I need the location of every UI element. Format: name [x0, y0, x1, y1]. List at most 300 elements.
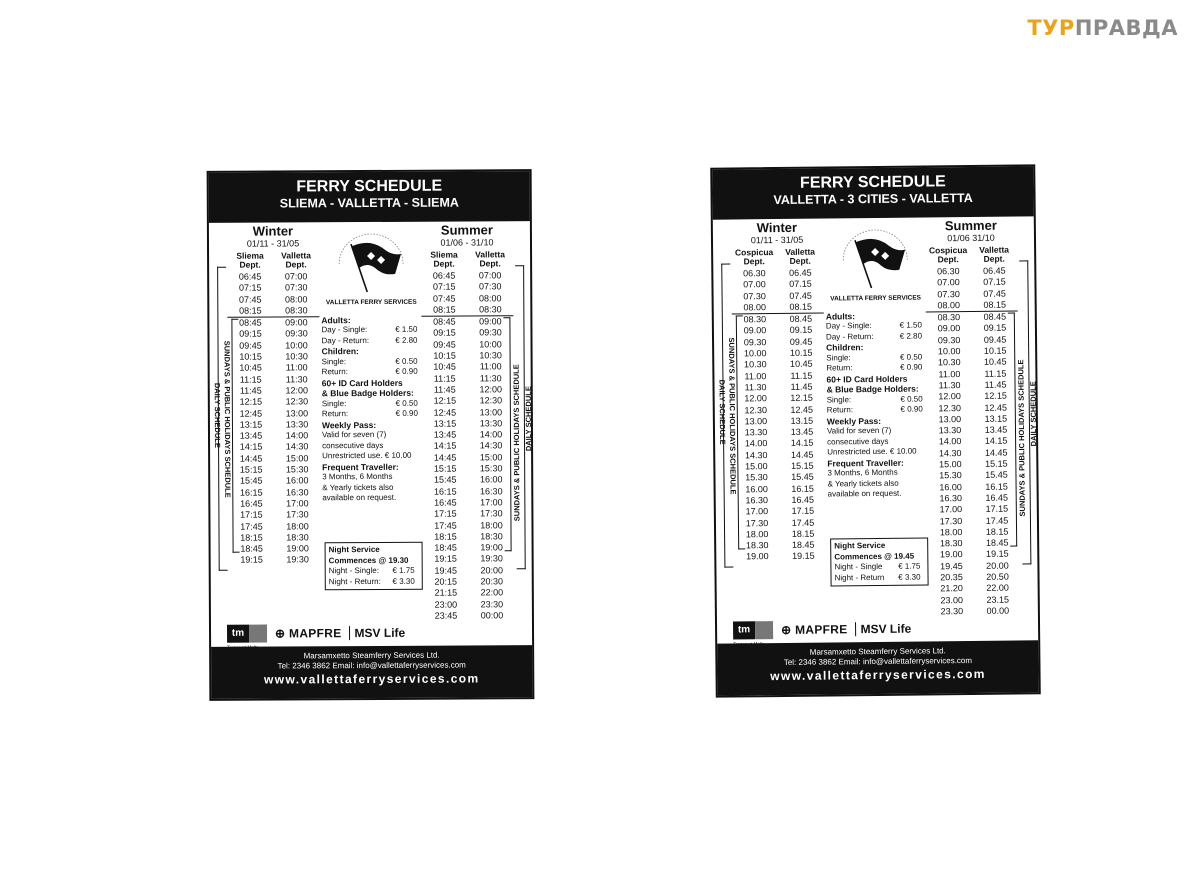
summer-departure-a: 15:45	[433, 474, 457, 486]
winter-time-row	[227, 283, 319, 295]
summer-departure-a: 19.00	[939, 549, 963, 560]
summer-departure-b: 09.15	[983, 323, 1007, 334]
summer-time-row	[928, 481, 1020, 493]
summer-time-row	[928, 492, 1020, 504]
winter-time-row	[733, 427, 825, 439]
summer-departure-a: 12:15	[433, 395, 457, 406]
summer-departure-a: 18:15	[434, 531, 457, 542]
winter-time-row	[227, 271, 319, 283]
winter-time-row	[732, 348, 824, 360]
summer-departure-a: 11:45	[433, 384, 456, 395]
operator-name: VALLETTA FERRY SERVICES	[830, 294, 922, 303]
summer-time-row	[422, 384, 514, 396]
summer-departure-a: 20:15	[434, 576, 458, 587]
winter-departure-a: 09.30	[743, 336, 767, 348]
winter-departure-a: 08:15	[239, 305, 262, 316]
summer-departure-b: 17:00	[480, 497, 503, 508]
winter-departure-b: 13:00	[285, 407, 309, 419]
winter-column-headers	[731, 248, 823, 267]
night-service-box	[830, 537, 928, 586]
day-return-label: Day - Return:	[825, 331, 874, 342]
winter-departure-a: 11.00	[744, 370, 767, 382]
winter-departure-b: 10:30	[285, 351, 308, 362]
winter-departure-b: 07.15	[789, 278, 812, 290]
winter-time-row	[733, 404, 825, 416]
weekly-pass-heading: Weekly Pass:	[826, 415, 882, 427]
winter-departure-b: 13.45	[790, 426, 814, 438]
summer-time-row	[927, 425, 1019, 437]
senior-heading-2: & Blue Badge Holders:	[321, 387, 414, 399]
winter-departure-b: 16.45	[791, 494, 815, 505]
winter-departure-a: 18.30	[745, 540, 769, 551]
card-body	[209, 221, 534, 621]
children-return-label: Return:	[321, 367, 348, 377]
watermark-part2: ПРАВДА	[1074, 16, 1178, 40]
winter-departure-a: 17.00	[745, 506, 769, 517]
summer-time-row	[423, 599, 515, 611]
frequent-line-2: & Yearly tickets also	[827, 478, 899, 489]
summer-column	[925, 217, 1021, 618]
summer-departure-a: 15:15	[433, 463, 457, 474]
summer-departure-b: 13.45	[984, 424, 1008, 436]
frequent-line-2: & Yearly tickets also	[322, 482, 394, 492]
summer-time-row	[926, 357, 1018, 369]
winter-departure-a: 07:15	[238, 282, 262, 293]
card-header	[712, 166, 1034, 219]
winter-departure-b: 10:00	[285, 340, 308, 351]
summer-departure-a: 15.30	[939, 470, 962, 481]
winter-departure-a: 12:45	[239, 408, 263, 419]
tm-grey-block	[755, 621, 773, 639]
night-return-price: € 3.30	[392, 576, 415, 586]
day-single-label: Day - Single:	[825, 321, 872, 331]
summer-departure-b: 07:30	[478, 281, 502, 292]
summer-departure-a: 09.00	[937, 323, 961, 334]
winter-departure-a: 09.00	[743, 325, 767, 336]
summer-time-row	[928, 504, 1020, 516]
summer-time-row	[926, 334, 1018, 346]
summer-time-row	[927, 413, 1019, 425]
summer-departure-b: 10.15	[983, 345, 1007, 356]
contact-info: Tel: 2346 3862 Email: info@vallettaferryservices.com	[277, 660, 466, 671]
summer-departure-a: 11.30	[938, 380, 961, 391]
winter-departure-a: 08.00	[743, 302, 767, 313]
summer-time-row	[926, 368, 1018, 380]
winter-time-row	[732, 313, 824, 326]
watermark-part1: ТУР	[1027, 16, 1075, 40]
tm-mark: tm	[733, 621, 755, 639]
winter-season-label: Winter	[252, 223, 294, 239]
summer-departure-a: 23:00	[434, 599, 458, 610]
night-return-label: Night - Return:	[328, 576, 381, 586]
winter-dates: 01/11 - 31/05	[750, 234, 804, 246]
winter-departure-b: 17:30	[286, 509, 309, 520]
summer-sunday-bracket	[503, 317, 511, 551]
winter-departure-a: 19:15	[240, 554, 263, 566]
summer-departure-b: 15.15	[985, 458, 1008, 469]
winter-time-row	[228, 430, 320, 442]
winter-departure-a: 16.00	[745, 483, 768, 495]
summer-time-row	[927, 470, 1019, 482]
winter-time-row	[227, 305, 319, 317]
summer-time-row	[422, 407, 514, 419]
summer-time-row	[422, 497, 514, 509]
contact-info: Tel: 2346 3862 Email: info@vallettaferryservices.com	[783, 656, 973, 667]
card-header	[209, 171, 530, 223]
summer-departure-b: 22.00	[986, 582, 1009, 594]
msv-life-logo: MSV Life	[349, 626, 405, 640]
winter-col-b-header: Valletta Dept.	[281, 250, 311, 270]
website-url: www.vallettaferryservices.com	[263, 671, 480, 687]
summer-departure-a: 16.30	[939, 493, 963, 504]
night-service-title-2: Commences @ 19.45	[834, 551, 915, 561]
winter-sundays-label: SUNDAYS & PUBLIC HOLIDAYS SCHEDULE	[727, 337, 738, 495]
summer-column-headers	[925, 246, 1017, 265]
winter-departure-b: 19:00	[286, 543, 309, 554]
summer-departure-a: 08.30	[937, 312, 961, 323]
msv-life-logo: MSV Life	[855, 622, 911, 637]
summer-departure-a: 19:45	[434, 565, 458, 576]
winter-departure-a: 18:15	[240, 532, 263, 543]
winter-departure-a: 11:45	[239, 385, 262, 396]
winter-time-row	[228, 397, 320, 409]
summer-departure-b: 16:00	[479, 474, 503, 485]
winter-departure-a: 06.30	[743, 268, 766, 279]
transport-malta-logo	[733, 621, 773, 639]
summer-departure-a: 07:45	[432, 293, 456, 304]
summer-departure-a: 12.30	[938, 402, 962, 413]
frequent-traveller-heading: Frequent Traveller:	[827, 457, 904, 469]
summer-departure-b: 14:00	[479, 429, 503, 440]
winter-departure-a: 07.00	[743, 279, 766, 290]
night-single-label: Night - Single	[834, 561, 883, 572]
winter-departure-a: 19.00	[745, 551, 769, 562]
winter-time-row	[732, 382, 824, 394]
children-return-label: Return:	[826, 363, 853, 373]
summer-time-row	[421, 270, 513, 282]
senior-heading-2: & Blue Badge Holders:	[826, 383, 919, 395]
senior-single-label: Single:	[321, 398, 347, 408]
night-single-label: Night - Single:	[328, 565, 379, 576]
summer-time-row	[423, 610, 515, 622]
summer-departure-b: 12.45	[984, 402, 1008, 413]
summer-departure-b: 08:00	[478, 292, 502, 304]
winter-departure-b: 16:00	[285, 475, 309, 486]
summer-departure-a: 23:45	[434, 610, 458, 621]
summer-time-row	[926, 299, 1018, 311]
winter-departure-b: 08:30	[285, 305, 308, 316]
summer-departure-b: 19.15	[985, 549, 1009, 560]
winter-departure-a: 10:45	[239, 362, 262, 374]
fares-panel	[321, 222, 422, 504]
winter-dates: 01/11 - 31/05	[246, 238, 300, 249]
summer-time-row	[927, 402, 1019, 414]
winter-departure-a: 14:45	[239, 453, 263, 464]
summer-departure-b: 11:00	[479, 361, 502, 372]
weekly-pass-heading: Weekly Pass:	[321, 419, 377, 430]
winter-departure-a: 07.30	[743, 290, 766, 301]
winter-departure-b: 07:30	[284, 282, 308, 293]
winter-time-row	[228, 419, 320, 431]
summer-departure-b: 20:00	[480, 565, 504, 576]
summer-departure-b: 06.45	[983, 265, 1006, 276]
summer-departure-a: 06.30	[937, 266, 960, 277]
winter-sundays-label: SUNDAYS & PUBLIC HOLIDAYS SCHEDULE	[222, 340, 233, 498]
summer-departure-b: 14:30	[479, 440, 503, 451]
winter-time-row	[228, 464, 320, 476]
winter-time-row	[228, 509, 320, 521]
summer-timetable	[421, 270, 515, 622]
winter-departure-b: 19:30	[286, 554, 309, 565]
winter-time-row	[228, 487, 320, 499]
winter-time-row	[732, 301, 824, 313]
summer-season-label: Summer	[440, 222, 493, 238]
winter-departure-b: 12.45	[790, 404, 814, 415]
senior-return-label: Return:	[826, 405, 854, 415]
day-return-price: € 2.80	[899, 331, 923, 341]
winter-departure-b: 09:00	[285, 317, 308, 328]
summer-departure-b: 18:30	[480, 531, 503, 542]
summer-time-row	[925, 277, 1017, 289]
winter-departure-b: 07.45	[789, 290, 812, 301]
card-route: VALLETTA - 3 CITIES - VALLETTA	[773, 190, 973, 208]
winter-time-row	[733, 461, 825, 473]
senior-return-price: € 0.90	[900, 404, 923, 414]
frequent-line-3: available on request.	[827, 488, 902, 499]
winter-time-row	[733, 472, 825, 484]
website-url: www.vallettaferryservices.com	[770, 666, 986, 684]
summer-departure-b: 09:00	[479, 316, 502, 327]
summer-daily-label: DAILY SCHEDULE	[523, 386, 534, 452]
summer-departure-b: 17.45	[985, 515, 1009, 526]
sponsor-logos	[227, 623, 520, 643]
summer-departure-b: 10:30	[479, 350, 502, 361]
winter-time-row	[228, 476, 320, 488]
winter-departure-a: 18.00	[745, 528, 769, 540]
summer-time-row	[421, 328, 513, 340]
card-route: SLIEMA - VALLETTA - SLIEMA	[279, 195, 459, 211]
summer-time-row	[927, 459, 1019, 471]
summer-time-row	[422, 373, 514, 385]
summer-time-row	[423, 576, 515, 588]
winter-departure-a: 17:45	[240, 521, 263, 532]
winter-time-row	[732, 359, 824, 371]
senior-single-label: Single:	[826, 394, 852, 405]
winter-departure-b: 12.15	[790, 392, 813, 404]
winter-departure-b: 08.45	[789, 313, 813, 325]
summer-departure-b: 07.45	[983, 288, 1006, 299]
summer-departure-b: 19:00	[480, 542, 503, 553]
frequent-line-1: 3 Months, 6 Months	[322, 471, 393, 482]
winter-time-row	[734, 540, 826, 552]
senior-single-price: € 0.50	[900, 394, 923, 404]
summer-departure-a: 13:15	[433, 418, 457, 429]
winter-departure-a: 11:15	[239, 374, 262, 385]
winter-time-row	[229, 532, 321, 544]
day-single-label: Day - Single:	[321, 325, 368, 335]
summer-departure-a: 20.35	[940, 572, 963, 583]
night-single-price: € 1.75	[898, 561, 921, 571]
winter-sunday-bracket	[231, 319, 239, 553]
summer-time-row	[423, 588, 515, 600]
winter-time-row	[227, 294, 319, 306]
winter-departure-a: 10:15	[239, 351, 262, 362]
winter-departure-a: 18:45	[240, 543, 263, 554]
winter-departure-b: 18.15	[791, 528, 815, 539]
children-single-price: € 0.50	[899, 352, 923, 362]
winter-time-row	[732, 336, 824, 348]
winter-departure-b: 11:30	[285, 374, 308, 385]
winter-departure-a: 13:45	[239, 430, 263, 441]
winter-departure-a: 15.00	[745, 461, 768, 472]
winter-time-row	[228, 363, 320, 375]
winter-departure-b: 14.15	[790, 438, 814, 449]
summer-departure-a: 17:15	[434, 508, 457, 519]
summer-departure-b: 08:30	[479, 304, 502, 315]
adults-heading: Adults:	[825, 310, 856, 322]
summer-departure-a: 07.00	[937, 277, 960, 288]
summer-departure-b: 15:30	[479, 463, 503, 474]
winter-departure-a: 17:15	[240, 509, 263, 520]
summer-time-row	[422, 463, 514, 475]
summer-time-row	[928, 549, 1020, 561]
winter-departure-b: 18.45	[791, 539, 815, 551]
card-title: FERRY SCHEDULE	[296, 177, 443, 196]
summer-departure-b: 13:00	[479, 406, 503, 417]
summer-departure-b: 23:30	[480, 598, 504, 610]
winter-departure-a: 17.30	[745, 517, 769, 528]
summer-departure-b: 12:30	[479, 395, 503, 406]
winter-departure-b: 10.15	[789, 347, 813, 358]
summer-time-row	[422, 339, 514, 351]
winter-time-row	[733, 438, 825, 450]
summer-departure-a: 14.30	[938, 447, 962, 459]
children-heading: Children:	[826, 342, 864, 353]
summer-departure-a: 11:15	[433, 373, 456, 384]
card-footer	[211, 645, 532, 699]
summer-departure-a: 07:15	[432, 281, 456, 292]
summer-departure-a: 10:15	[433, 350, 456, 361]
winter-time-row	[732, 370, 824, 382]
winter-departure-b: 18:00	[286, 520, 309, 531]
children-single-label: Single:	[321, 356, 347, 366]
summer-time-row	[928, 538, 1020, 550]
winter-departure-a: 06:45	[238, 271, 262, 282]
summer-departure-b: 16.15	[985, 481, 1008, 492]
summer-departure-a: 08.00	[937, 299, 961, 311]
summer-departure-b: 00.00	[986, 605, 1010, 616]
night-service-box	[325, 542, 423, 591]
tm-grey-block	[249, 625, 267, 643]
winter-time-row	[733, 415, 825, 427]
operator-name: VALLETTA FERRY SERVICES	[325, 298, 417, 307]
winter-departure-b: 13:30	[285, 419, 309, 430]
summer-departure-b: 23.15	[986, 594, 1010, 605]
summer-departure-b: 12:00	[479, 384, 503, 395]
winter-departure-b: 15:00	[285, 453, 309, 464]
summer-departure-b: 12.15	[984, 390, 1007, 402]
senior-heading-1: 60+ ID Card Holders	[321, 377, 403, 388]
summer-time-row	[421, 293, 513, 305]
winter-departure-b: 16.15	[791, 483, 814, 494]
winter-time-row	[227, 316, 319, 329]
children-single-price: € 0.50	[395, 356, 418, 366]
day-single-price: € 1.50	[395, 324, 418, 334]
weekly-pass-line-1: Valid for seven (7)	[826, 425, 892, 436]
winter-time-row	[228, 498, 320, 510]
summer-time-row	[926, 346, 1018, 358]
summer-departure-b: 11.45	[984, 379, 1007, 390]
winter-time-row	[731, 268, 823, 280]
winter-departure-a: 09:45	[239, 340, 262, 351]
winter-departure-a: 15.30	[745, 472, 768, 483]
summer-departure-a: 12:45	[433, 407, 457, 418]
winter-time-row	[228, 521, 320, 533]
summer-departure-a: 11.00	[938, 368, 961, 380]
summer-time-row	[422, 441, 514, 453]
winter-departure-b: 17.45	[791, 517, 815, 528]
summer-departure-a: 18.30	[939, 538, 963, 549]
winter-departure-a: 14.00	[744, 438, 768, 449]
frequent-line-1: 3 Months, 6 Months	[827, 467, 898, 478]
winter-daily-label: DAILY SCHEDULE	[212, 382, 223, 448]
summer-column	[421, 221, 515, 622]
winter-departure-a: 13:15	[239, 419, 263, 430]
winter-daily-label: DAILY SCHEDULE	[717, 379, 728, 445]
winter-time-row	[228, 374, 320, 386]
tm-mark: tm	[227, 625, 249, 643]
winter-departure-b: 07:00	[284, 271, 308, 282]
winter-departure-b: 14.45	[790, 449, 814, 460]
winter-column	[227, 222, 321, 566]
senior-heading-1: 60+ ID Card Holders	[826, 373, 908, 385]
frequent-traveller-heading: Frequent Traveller:	[322, 461, 399, 472]
summer-col-a-header: Sliema Dept.	[430, 249, 458, 269]
night-single-price: € 1.75	[392, 565, 415, 575]
summer-departure-a: 16:15	[434, 486, 457, 497]
summer-departure-b: 13.15	[984, 413, 1008, 424]
summer-time-row	[422, 429, 514, 441]
summer-departure-a: 16:45	[434, 497, 457, 508]
summer-departure-b: 20.00	[986, 560, 1009, 571]
children-single-label: Single:	[826, 352, 851, 363]
watermark-logo	[1027, 16, 1178, 40]
summer-departure-a: 14:45	[433, 452, 457, 463]
summer-departure-a: 08:45	[433, 316, 456, 327]
day-return-label: Day - Return:	[321, 335, 370, 345]
winter-departure-a: 12.00	[744, 393, 767, 404]
winter-timetable	[227, 271, 321, 566]
winter-departure-b: 08:00	[284, 293, 308, 305]
summer-time-row	[421, 282, 513, 294]
winter-departure-a: 10.00	[743, 348, 767, 359]
frequent-line-3: available on request.	[322, 492, 397, 503]
summer-time-row	[422, 452, 514, 464]
summer-departure-b: 20:30	[480, 576, 504, 587]
ferry-schedule-card-3-cities	[710, 164, 1041, 697]
card-footer	[717, 640, 1039, 695]
summer-departure-a: 13.30	[938, 425, 962, 436]
summer-departure-b: 13:30	[479, 418, 503, 429]
summer-departure-a: 23.30	[940, 605, 964, 617]
winter-departure-b: 08.15	[789, 301, 813, 312]
summer-departure-a: 14.00	[938, 436, 962, 447]
winter-time-row	[229, 555, 321, 567]
summer-timetable	[925, 266, 1021, 618]
winter-time-row	[228, 442, 320, 454]
weekly-pass-line-1: Valid for seven (7)	[321, 429, 387, 440]
summer-departure-b: 09:30	[479, 327, 502, 338]
